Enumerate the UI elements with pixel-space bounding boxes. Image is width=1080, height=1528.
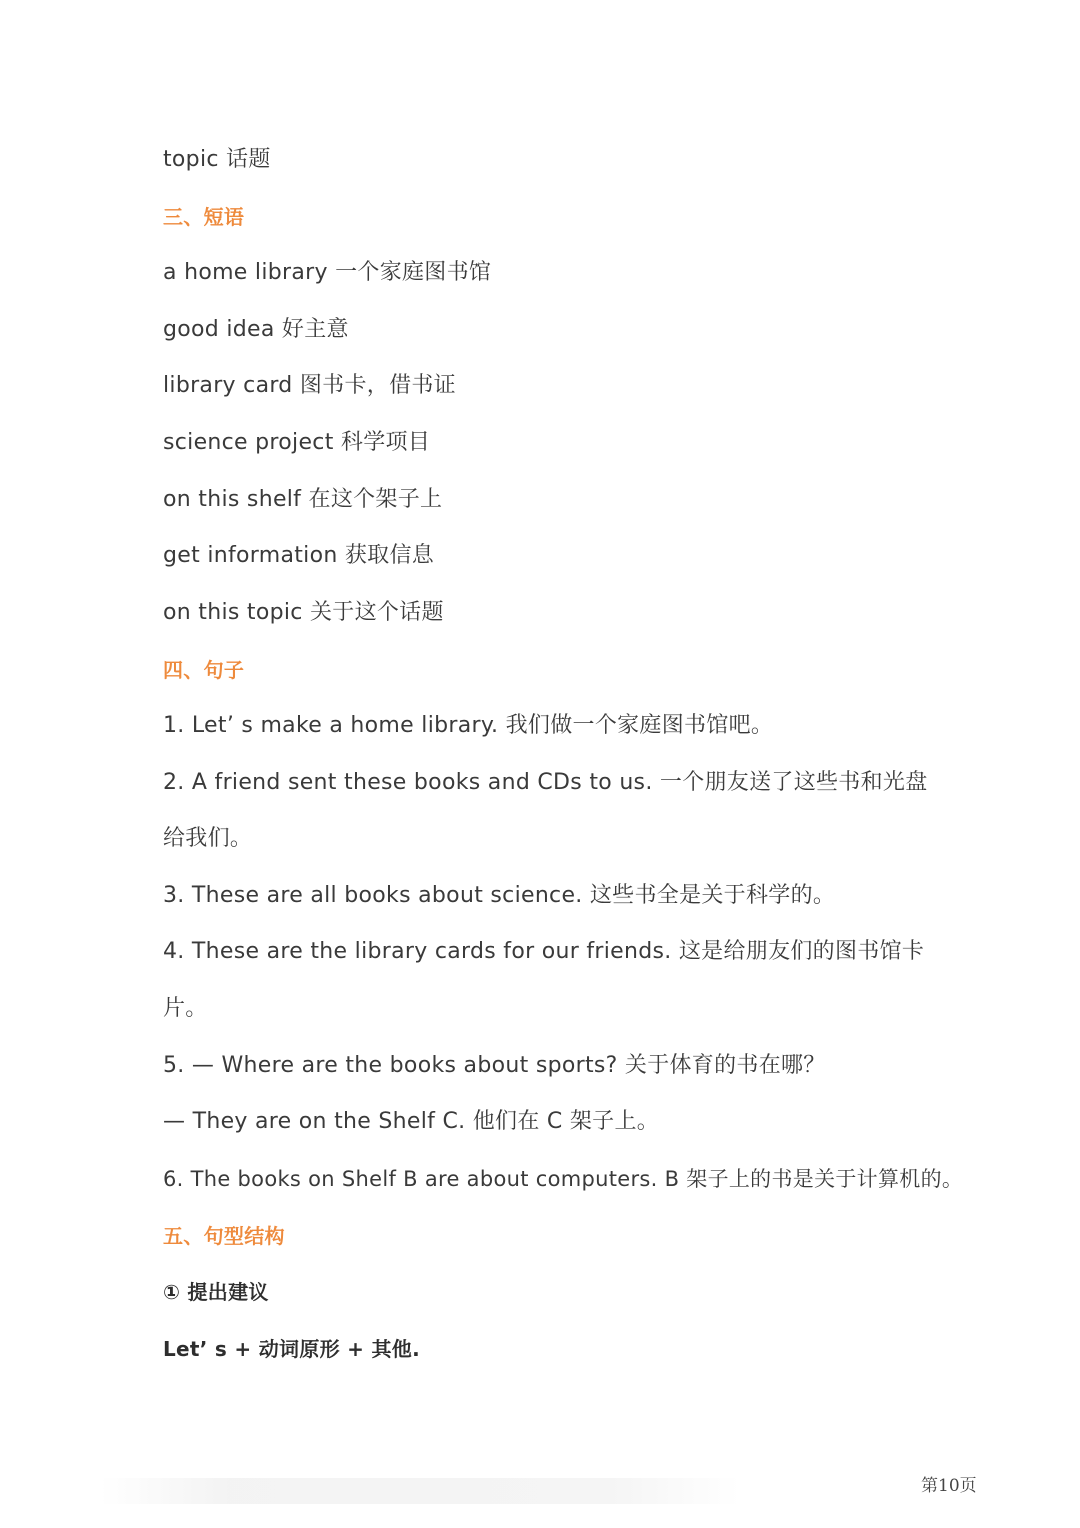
sentence-line: 3. These are all books about science. 这些书全是关于科学的。 — [163, 883, 836, 908]
sentence-line-continued: 给我们。 — [163, 826, 253, 851]
footer-smudge — [100, 1478, 740, 1504]
sentence-line-continued: 片。 — [163, 996, 208, 1021]
section-heading-sentences: 四、句子 — [163, 658, 245, 682]
phrase-line: on this topic 关于这个话题 — [163, 600, 444, 625]
vocab-line-topic: topic 话题 — [163, 147, 271, 172]
section-heading-phrases: 三、短语 — [163, 205, 245, 229]
sentence-line: 4. These are the library cards for our friends. 这是给朋友们的图书馆卡 — [163, 939, 925, 964]
sentence-line: 2. A friend sent these books and CDs to us. 一个朋友送了这些书和光盘 — [163, 770, 928, 795]
sentence-line-question: 5. — Where are the books about sports? 关于体育的书在哪？ — [163, 1053, 826, 1078]
page-number: 第10页 — [921, 1476, 977, 1496]
phrase-line: science project 科学项目 — [163, 430, 431, 455]
phrase-line: a home library 一个家庭图书馆 — [163, 260, 492, 285]
sentence-formula: Let’ s + 动词原形 + 其他. — [163, 1337, 420, 1361]
phrase-line: library card 图书卡，借书证 — [163, 373, 456, 398]
section-heading-structures: 五、句型结构 — [163, 1224, 285, 1248]
phrase-line: good idea 好主意 — [163, 317, 349, 342]
sentence-line: 1. Let’ s make a home library. 我们做一个家庭图书馆吧。 — [163, 713, 774, 738]
phrase-line: get information 获取信息 — [163, 543, 435, 568]
sentence-line: 6. The books on Shelf B are about computers. B 架子上的书是关于计算机的。 — [163, 1167, 964, 1191]
subheading-suggestion: ① 提出建议 — [163, 1280, 269, 1304]
phrase-line: on this shelf 在这个架子上 — [163, 487, 443, 512]
sentence-line-answer: — They are on the Shelf C. 他们在 C 架子上。 — [163, 1109, 660, 1134]
